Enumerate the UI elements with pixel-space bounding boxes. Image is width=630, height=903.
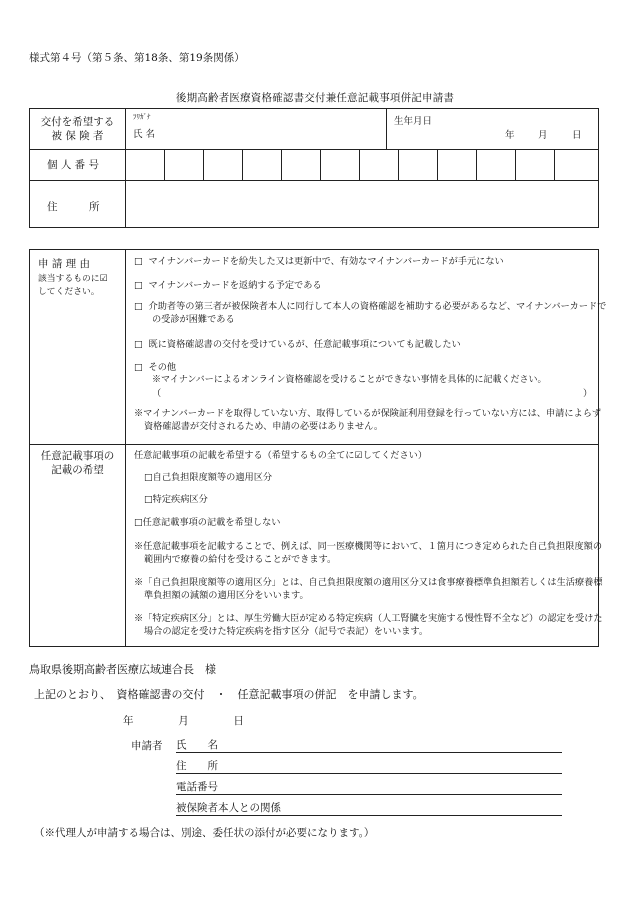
checkbox[interactable]: □ — [134, 301, 143, 312]
reason-note: ※マイナンバーカードを取得していない方、取得しているが保険証利用登録を行っていない方には、申請によらず資格確認書が交付されるため、申請の必要はありません。 — [134, 408, 602, 432]
digit-box[interactable] — [398, 149, 399, 180]
insured-label-line1: 交付を希望する — [40, 116, 115, 128]
digit-box[interactable] — [281, 149, 282, 180]
applicant-phone-field[interactable] — [176, 779, 562, 795]
reason-table — [29, 249, 607, 647]
date-day: 日 — [233, 715, 244, 727]
address-label: 住 所 — [47, 201, 100, 213]
optional-not-wanted[interactable]: □任意記載事項の記載を希望しない — [134, 517, 281, 528]
reason-label: 申 請 理 由 — [38, 258, 91, 270]
applicant-name-field[interactable] — [176, 737, 562, 753]
addressee: 鳥取県後期高齢者医療広域連合長 様 — [29, 663, 216, 676]
furigana-label: ﾌﾘｶﾞﾅ — [133, 113, 151, 121]
paren-open: （ — [152, 388, 162, 399]
optional-label-line2: 記載の希望 — [51, 464, 104, 476]
date-year: 年 — [123, 715, 134, 727]
digit-box[interactable] — [359, 149, 360, 180]
insured-label-line2: 被 保 険 者 — [51, 130, 104, 142]
digit-box[interactable] — [554, 149, 555, 180]
form-title: 後期高齢者医療資格確認書交付兼任意記載事項併記申請書 — [175, 92, 455, 104]
digit-box[interactable] — [515, 149, 516, 180]
optional-specific-disease[interactable]: □特定疾病区分 — [144, 494, 208, 505]
digit-box[interactable] — [476, 149, 477, 180]
date-month: 月 — [178, 715, 189, 727]
optional-note-1: ※任意記載事項を記載することで、例えば、同一医療機関等において、１箇月につき定められた自己負担限度額の範囲内で療養の給付を受けることができます。 — [134, 541, 603, 565]
optional-intro: 任意記載事項の記載を希望する（希望するもの全てに☑してください） — [134, 450, 428, 461]
checkbox[interactable]: □ — [134, 339, 143, 350]
digit-box[interactable] — [437, 149, 438, 180]
form-number-label: 様式第４号（第５条、第18条、第19条関係） — [29, 52, 245, 64]
reason-option-assistance[interactable]: □ 介助者等の第三者が被保険者本人に同行して本人の資格確認を補助する必要があるなど、マイナンバーカードでの受診が困難である — [134, 301, 607, 325]
applicant-address-label: 住 所 — [176, 760, 218, 772]
checkbox[interactable]: □ — [134, 280, 143, 291]
reason-option-other[interactable]: □ その他 — [134, 362, 177, 373]
insured-info-table — [29, 108, 599, 228]
reason-option-lost[interactable]: □ マイナンバーカードを紛失した又は更新中で、有効なマイナンバーカードが手元にない — [134, 256, 504, 267]
applicant-label: 申請者 — [131, 740, 163, 752]
reason-option-already-issued[interactable]: □ 既に資格確認書の交付を受けているが、任意記載事項についても記載したい — [134, 339, 461, 350]
optional-label-line1: 任意記載事項の — [40, 450, 115, 462]
birthdate-label: 生年月日 — [394, 116, 433, 127]
applicant-address-field[interactable] — [176, 758, 562, 774]
optional-limit-category[interactable]: □自己負担限度額等の適用区分 — [144, 472, 273, 483]
applicant-relationship-label: 被保険者本人との関係 — [176, 802, 281, 814]
name-label: 氏 名 — [133, 129, 156, 140]
reason-instruction-line1: 該当するものに☑ — [38, 274, 108, 284]
digit-box[interactable] — [203, 149, 204, 180]
checkbox[interactable]: □ — [134, 256, 143, 267]
other-detail-instruction: ※マイナンバーによるオンライン資格確認を受けることができない事情を具体的に記載ください。 — [152, 375, 547, 385]
applicant-name-label: 氏 名 — [176, 739, 218, 751]
applicant-phone-label: 電話番号 — [176, 781, 218, 793]
application-date — [123, 713, 244, 728]
digit-box[interactable] — [242, 149, 243, 180]
paren-close: ） — [583, 388, 593, 399]
optional-note-2: ※「自己負担限度額等の適用区分」とは、自己負担限度額の適用区分又は食事療養標準負担額若しくは生活療養標準負担額の減額の適用区分をいいます。 — [134, 577, 603, 601]
birth-year-label: 年 — [505, 130, 515, 141]
optional-note-3: ※「特定疾病区分」とは、厚生労働大臣が定める特定疾病（人工腎臓を実施する慢性腎不全など）の認定を受けた場合の認定を受けた特定疾病を指す区分（記号で表記）をいいます。 — [134, 613, 603, 637]
applicant-relationship-field[interactable] — [176, 800, 562, 816]
personal-number-label: 個 人 番 号 — [47, 159, 100, 171]
proxy-footnote: （※代理人が申請する場合は、別途、委任状の添付が必要になります。） — [34, 827, 375, 839]
checkbox[interactable]: □ — [134, 362, 143, 373]
birth-month-label: 月 — [538, 130, 548, 141]
digit-box[interactable] — [164, 149, 165, 180]
digit-box[interactable] — [320, 149, 321, 180]
reason-instruction-line2: してください。 — [38, 287, 100, 297]
reason-option-return[interactable]: □ マイナンバーカードを返納する予定である — [134, 280, 322, 291]
birth-day-label: 日 — [572, 130, 582, 141]
application-statement: 上記のとおり、 資格確認書の交付 ・ 任意記載事項の併記 を申請します。 — [34, 688, 424, 701]
